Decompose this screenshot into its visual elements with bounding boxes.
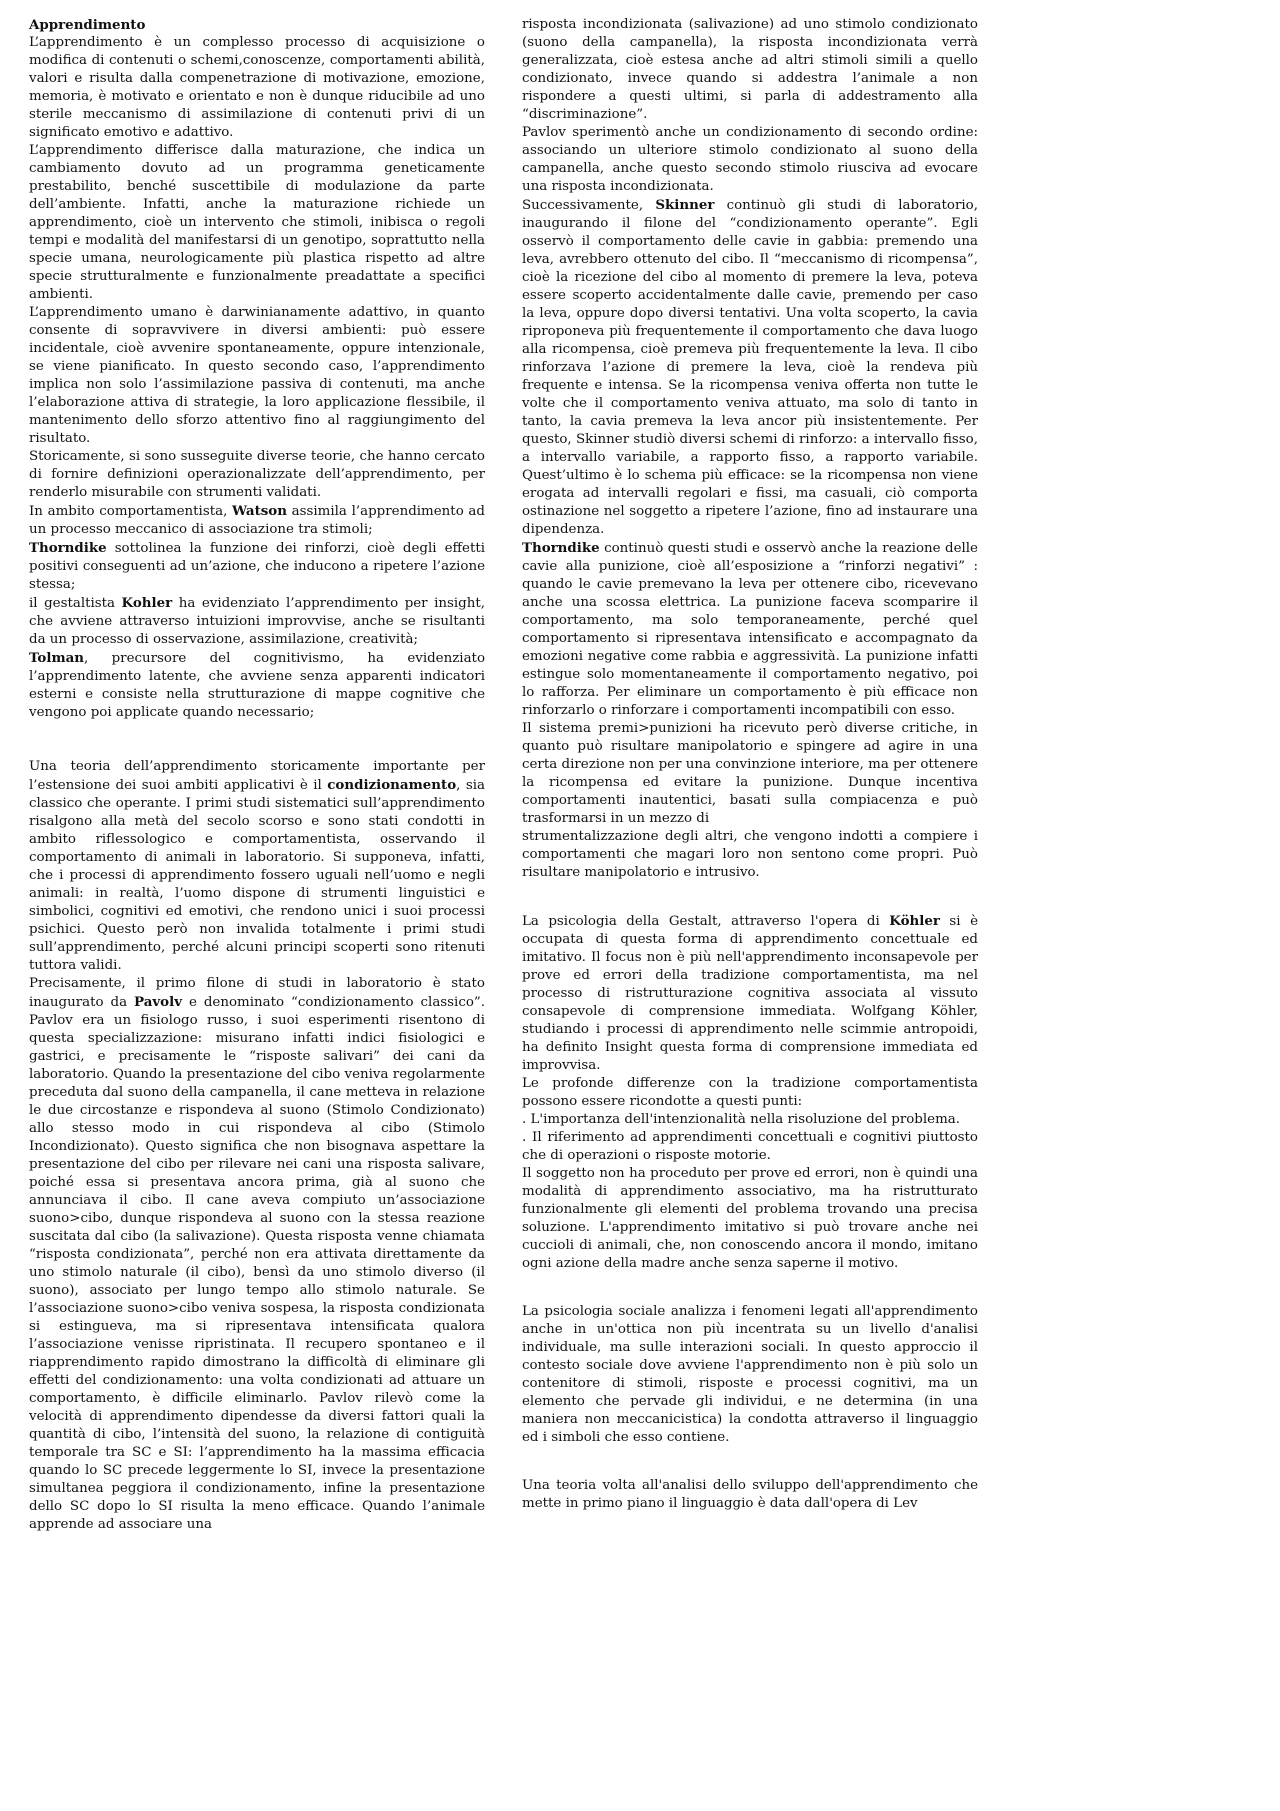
paragraph-restructuring: Il soggetto non ha proceduto per prove ed errori, non è quindi una modalità di apprendimento associativo, ma ha ristrutturato funzionalmente gli elementi del problema trovando una precisa soluzione. L'apprendimento imitativo si può trovare anche nei cuccioli di animali, che, non conoscendo ancora il mondo, imitano ogni azione della madre anche senza saperne il motivo. <box>522 1166 978 1271</box>
paragraph-social: La psicologia sociale analizza i fenomeni legati all'apprendimento anche in un'ottica non più incentrata su un livello d'analisi individuale, ma sulle interazioni sociali. In questo approccio il contesto sociale dove avviene l'apprendimento non è più solo un contenitore di stimoli, risposte e processi cognitivi, ma un elemento che pervade gli individui, e ne determina (in una maniera non meccanicistica) la condotta attraverso il linguaggio ed i simboli che esso contiene. <box>522 1304 978 1445</box>
paragraph-skinner: Successivamente, Skinner continuò gli studi di laboratorio, inaugurando il filone del “condizionamento operante”. Egli osservò il comportamento delle cavie in gabbia: premendo una leva, avrebbero ottenuto del cibo. Il “meccanismo di ricompensa”, cioè la ricezione del cibo al momento di premere la leva, poteva essere scoperto accidentalmente dalle cavie, premendo per caso la leva, oppure dopo diversi tentativi. Una volta scoperto, la cavia riproponeva più frequentemente il comportamento che dava luogo alla ricompensa, cioè premeva più frequentemente la leva. Il cibo rinforzava l’azione di premere la leva, cioè la rendeva più frequente e intensa. Se la ricompensa veniva offerta non tutte le volte che il comportamento veniva attuato, ma solo di tanto in tanto, la cavia premeva la leva ancor più insistentemente. Per questo, Skinner studiò diversi schemi di rinforzo: a intervallo fisso, a intervallo variabile, a rapporto fisso, a rapporto variabile. Quest’ultimo è lo schema più efficace: se la ricompensa non viene erogata ad intervalli regolari e fissi, ma casuali, ciò comporta ostinazione nel soggetto a ripetere l’azione, fino ad instaurare una dipendenza. <box>522 197 978 537</box>
name-watson: Watson <box>232 503 287 519</box>
list-item-conceptual: . Il riferimento ad apprendimenti concettuali e cognitivi piuttosto che di operazioni o risposte motorie. <box>522 1130 978 1163</box>
name-kohler-2: Köhler <box>889 913 940 929</box>
name-thorndike: Thorndike <box>29 540 107 556</box>
paragraph-gestalt: La psicologia della Gestalt, attraverso l'opera di Köhler si è occupata di questa forma di apprendimento concettuale ed imitativo. Il focus non è più nell'apprendimento inconsapevole per prove ed errori della tradizione comportamentista, ma nel processo di ristrutturazione cognitiva associata al vissuto consapevole di comprensione immediata. Wolfgang Köhler, studiando i processi di apprendimento nelle scimmie antropoidi, ha definito Insight questa forma di comprensione immediata ed improvvisa. <box>522 913 978 1073</box>
paragraph-differences: Le profonde differenze con la tradizione comportamentista possono essere ricondotte a questi punti: <box>522 1076 978 1109</box>
paragraph-critique: Il sistema premi>punizioni ha ricevuto però diverse critiche, in quanto può risultare manipolatorio e spingere ad agire in una certa direzione non per una convinzione interiore, ma per ottenere la ricompensa ed evitare la punizione. Dunque incentiva comportamenti inautentici, basati sulla compiacenza e può trasformarsi in un mezzo di <box>522 721 978 826</box>
name-pavlov: Pavolv <box>134 994 182 1010</box>
name-kohler: Kohler <box>121 595 173 611</box>
right-column <box>522 16 978 1513</box>
paragraph-theories: Storicamente, si sono susseguite diverse teorie, che hanno cercato di fornire definizioni operazionalizzate dell’apprendimento, per renderlo misurabile con strumenti validati. <box>29 449 485 500</box>
paragraph-watson: In ambito comportamentista, Watson assimila l’apprendimento ad un processo meccanico di associazione tra stimoli; <box>29 503 485 537</box>
paragraph-generalization: risposta incondizionata (salivazione) ad uno stimolo condizionato (suono della campanella), la risposta incondizionata verrà generalizzata, cioè estesa anche ad altri stimoli simili a quello condizionato, invece quando si addestra l’animale a non rispondere a questi ultimi, si parla di addestramento alla “discriminazione”. <box>522 17 978 122</box>
paragraph-gap <box>522 882 978 912</box>
paragraph-pavlov: Precisamente, il primo filone di studi in laboratorio è stato inaugurato da Pavolv e denominato “condizionamento classico”. Pavlov era un fisiologo russo, i suoi esperimenti risentono di questa specializzazione: misurano infatti indici fisiologici e gastrici, e precisamente le “risposte salivari” dei cani da laboratorio. Quando la presentazione del cibo veniva regolarmente preceduta dal suono della campanella, il cane metteva in relazione le due circostanze e rispondeva al suono (Stimolo Condizionato) allo stesso modo in cui rispondeva al cibo (Stimolo Incondizionato). Questo significa che non bisognava aspettare la presentazione del cibo per rilevare nei cani una risposta salivare, poiché essa si presentava ancora prima, già al suono che annunciava il cibo. Il cane aveva compiuto un’associazione suono>cibo, dunque rispondeva al suono con la stessa reazione suscitata dal cibo (la salivazione). Questa risposta venne chiamata “risposta condizionata”, perché non era attivata direttamente da uno stimolo naturale (il cibo), bensì da uno stimolo diverso (il suono), associato per lungo tempo allo stimolo naturale. Se l’associazione suono>cibo veniva sospesa, la risposta condizionata si estingueva, ma si ripresentava intensificata qualora l’associazione venisse ripristinata. Il recupero spontaneo e il riapprendimento rapido dimostrano la difficoltà di eliminare gli effetti del condizionamento: una volta condizionati ad attuare un comportamento, è difficile eliminarlo. Pavlov rilevò come la velocità di apprendimento dipendesse da diversi fattori quali la quantità di cibo, l’intensità del suono, la relazione di contiguità temporale tra SC e SI: l’apprendimento ha la massima efficacia quando lo SC precede leggermente lo SI, invece la presentazione simultanea peggiora il condizionamento, infine la presentazione dello SC dopo lo SI risulta la meno efficace. Quando l’animale apprende ad associare una <box>29 976 485 1532</box>
paragraph-gap <box>29 722 485 758</box>
paragraph-kohler: il gestaltista Kohler ha evidenziato l’apprendimento per insight, che avviene attraverso intuizioni improvvise, anche se risultanti da un processo di osservazione, assimilazione, creatività; <box>29 595 485 647</box>
paragraph-conditioning: Una teoria dell’apprendimento storicamente importante per l’estensione dei suoi ambiti applicativi è il condizionamento, sia classico che operante. I primi studi sistematici sull’apprendimento risalgono alla metà del secolo scorso e sono stati condotti in ambito riflessologico e comportamentista, osservando il comportamento di animali in laboratorio. Si supponeva, infatti, che i processi di apprendimento fossero uguali nell’uomo e negli animali: in realtà, l’uomo dispone di strumenti linguistici e simbolici, cognitivi ed emotivi, che rendono unici i suoi processi psichici. Questo però non invalida totalmente i primi studi sull’apprendimento, perché alcuni principi scoperti sono ritenuti tuttora validi. <box>29 759 485 973</box>
paragraph-thorndike: Thorndike sottolinea la funzione dei rinforzi, cioè degli effetti positivi conseguenti ad un’azione, che inducono a ripetere l’azione stessa; <box>29 540 485 592</box>
paragraph-gap <box>522 1273 978 1303</box>
paragraph-gap <box>522 1447 978 1477</box>
paragraph-vygotsky: Una teoria volta all'analisi dello sviluppo dell'apprendimento che mette in primo piano il linguaggio è data dall'opera di Lev <box>522 1478 978 1511</box>
document-title: Apprendimento <box>29 17 146 33</box>
paragraph-critique-cont: strumentalizzazione degli altri, che vengono indotti a compiere i comportamenti che magari loro non sentono come propri. Può risultare manipolatorio e intrusivo. <box>522 829 978 880</box>
term-conditioning: condizionamento <box>327 777 457 793</box>
paragraph-second-order: Pavlov sperimentò anche un condizionamento di secondo ordine: associando un ulteriore stimolo condizionato al suono della campanella, anche questo secondo stimolo riusciva ad evocare una risposta incondizionata. <box>522 125 978 194</box>
paragraph-thorndike-punishment: Thorndike continuò questi studi e osservò anche la reazione delle cavie alla punizione, cioè all’esposizione a “rinforzi negativi” : quando le cavie premevano la leva per ottenere cibo, ricevevano anche una scossa elettrica. La punizione faceva scomparire il comportamento, ma solo temporaneamente, perché quel comportamento si ripresentava intensificato e accompagnato da emozioni negative come rabbia e aggressività. La punizione infatti estingue solo momentaneamente il comportamento negativo, poi lo rafforza. Per eliminare un comportamento è più efficace non rinforzarlo o rinforzare i comportamenti incompatibili con esso. <box>522 540 978 718</box>
name-tolman: Tolman <box>29 650 85 666</box>
paragraph-tolman: Tolman, precursore del cognitivismo, ha evidenziato l’apprendimento latente, che avviene senza apparenti indicatori esterni e consiste nella strutturazione di mappe cognitive che vengono poi applicate quando necessario; <box>29 650 485 720</box>
paragraph-definition: L’apprendimento è un complesso processo di acquisizione o modifica di contenuti o schemi,conoscenze, comportamenti abilità, valori e risulta dalla compenetrazione di motivazione, emozione, memoria, è motivato e orientato e non è dunque riducibile ad uno sterile meccanismo di assimilazione di contenuti privi di un significato emotivo e adattivo. <box>29 35 485 140</box>
left-column <box>29 16 485 1534</box>
paragraph-maturation: L’apprendimento differisce dalla maturazione, che indica un cambiamento dovuto ad un programma geneticamente prestabilito, benché suscettibile di modulazione da parte dell’ambiente. Infatti, anche la maturazione richiede un apprendimento, cioè un intervento che stimoli, inibisca o regoli tempi e modalità del manifestarsi di un genotipo, soprattutto nella specie umana, neurologicamente più plastica rispetto ad altre specie strutturalmente e funzionalmente preadattate a specifici ambienti. <box>29 143 485 302</box>
name-thorndike-2: Thorndike <box>522 540 600 556</box>
paragraph-adaptive: L’apprendimento umano è darwinianamente adattivo, in quanto consente di sopravvivere in diversi ambienti: può essere incidentale, cioè avvenire spontaneamente, oppure intenzionale, se viene pianificato. In questo secondo caso, l’apprendimento implica non solo l’assimilazione passiva di contenuti, ma anche l’elaborazione attiva di strategie, la loro applicazione flessibile, il mantenimento dello sforzo attentivo fino al raggiungimento del risultato. <box>29 305 485 446</box>
list-item-intentionality: . L'importanza dell'intenzionalità nella risoluzione del problema. <box>522 1112 961 1127</box>
name-skinner: Skinner <box>655 197 715 213</box>
